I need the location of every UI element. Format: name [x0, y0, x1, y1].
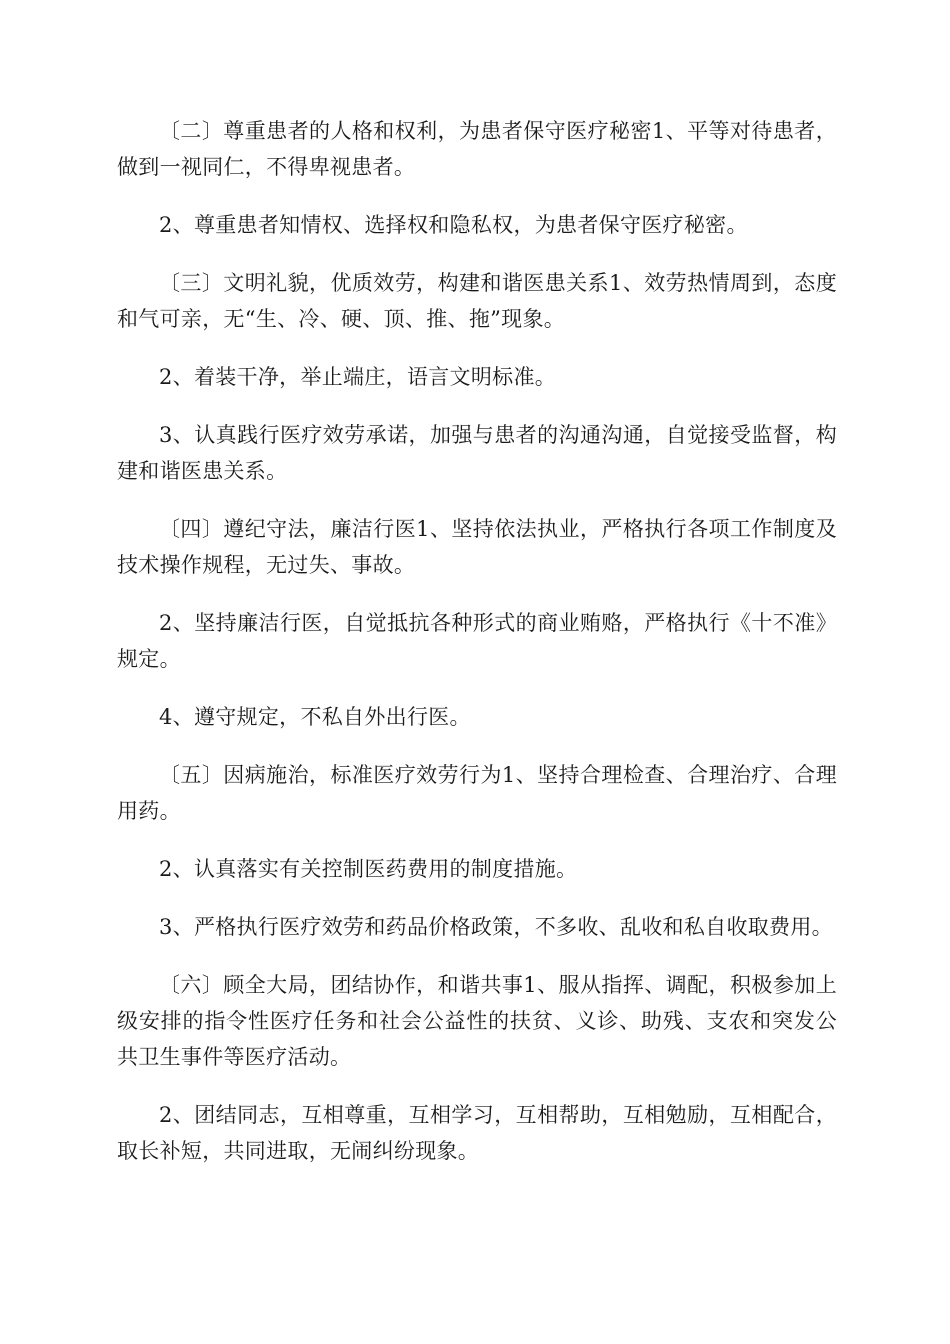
document-body — [117, 113, 837, 1191]
paragraph-anti-bribery: 2、坚持廉洁行医，自觉抵抗各种形式的商业贿赂，严格执行《十不准》规定。 — [117, 611, 837, 671]
paragraph-patient-rights: 2、尊重患者知情权、选择权和隐私权，为患者保守医疗秘密。 — [159, 213, 748, 237]
paragraph-dress-manner: 2、着装干净，举止端庄，语言文明标准。 — [159, 365, 557, 389]
paragraph-respect-patients: 〔二〕尊重患者的人格和权利，为患者保守医疗秘密1、平等对待患者，做到一视同仁，不得卑视患者。 — [117, 119, 837, 179]
paragraph-law-abiding: 〔四〕遵纪守法，廉洁行医1、坚持依法执业，严格执行各项工作制度及技术操作规程，无过失、事故。 — [117, 517, 837, 577]
paragraph-no-private-practice: 4、遵守规定，不私自外出行医。 — [159, 705, 471, 729]
paragraph-service-commitment: 3、认真践行医疗效劳承诺，加强与患者的沟通沟通，自觉接受监督，构建和谐医患关系。 — [117, 423, 837, 483]
paragraph-courtesy-service: 〔三〕文明礼貌，优质效劳，构建和谐医患关系1、效劳热情周到，态度和气可亲，无“生、冷、硬、顶、推、拖”现象。 — [117, 271, 837, 331]
paragraph-unity-colleagues: 2、团结同志，互相尊重，互相学习，互相帮助，互相勉励，互相配合，取长补短，共同进取，无闹纠纷现象。 — [117, 1103, 837, 1163]
paragraph-cost-control: 2、认真落实有关控制医药费用的制度措施。 — [159, 857, 578, 881]
paragraph-rational-treatment: 〔五〕因病施治，标准医疗效劳行为1、坚持合理检查、合理治疗、合理用药。 — [117, 763, 837, 823]
paragraph-pricing-policy: 3、严格执行医疗效劳和药品价格政策，不多收、乱收和私自收取费用。 — [159, 915, 833, 939]
paragraph-teamwork: 〔六〕顾全大局，团结协作，和谐共事1、服从指挥、调配，积极参加上级安排的指令性医疗任务和社会公益性的扶贫、义诊、助残、支农和突发公共卫生事件等医疗活动。 — [117, 973, 837, 1069]
